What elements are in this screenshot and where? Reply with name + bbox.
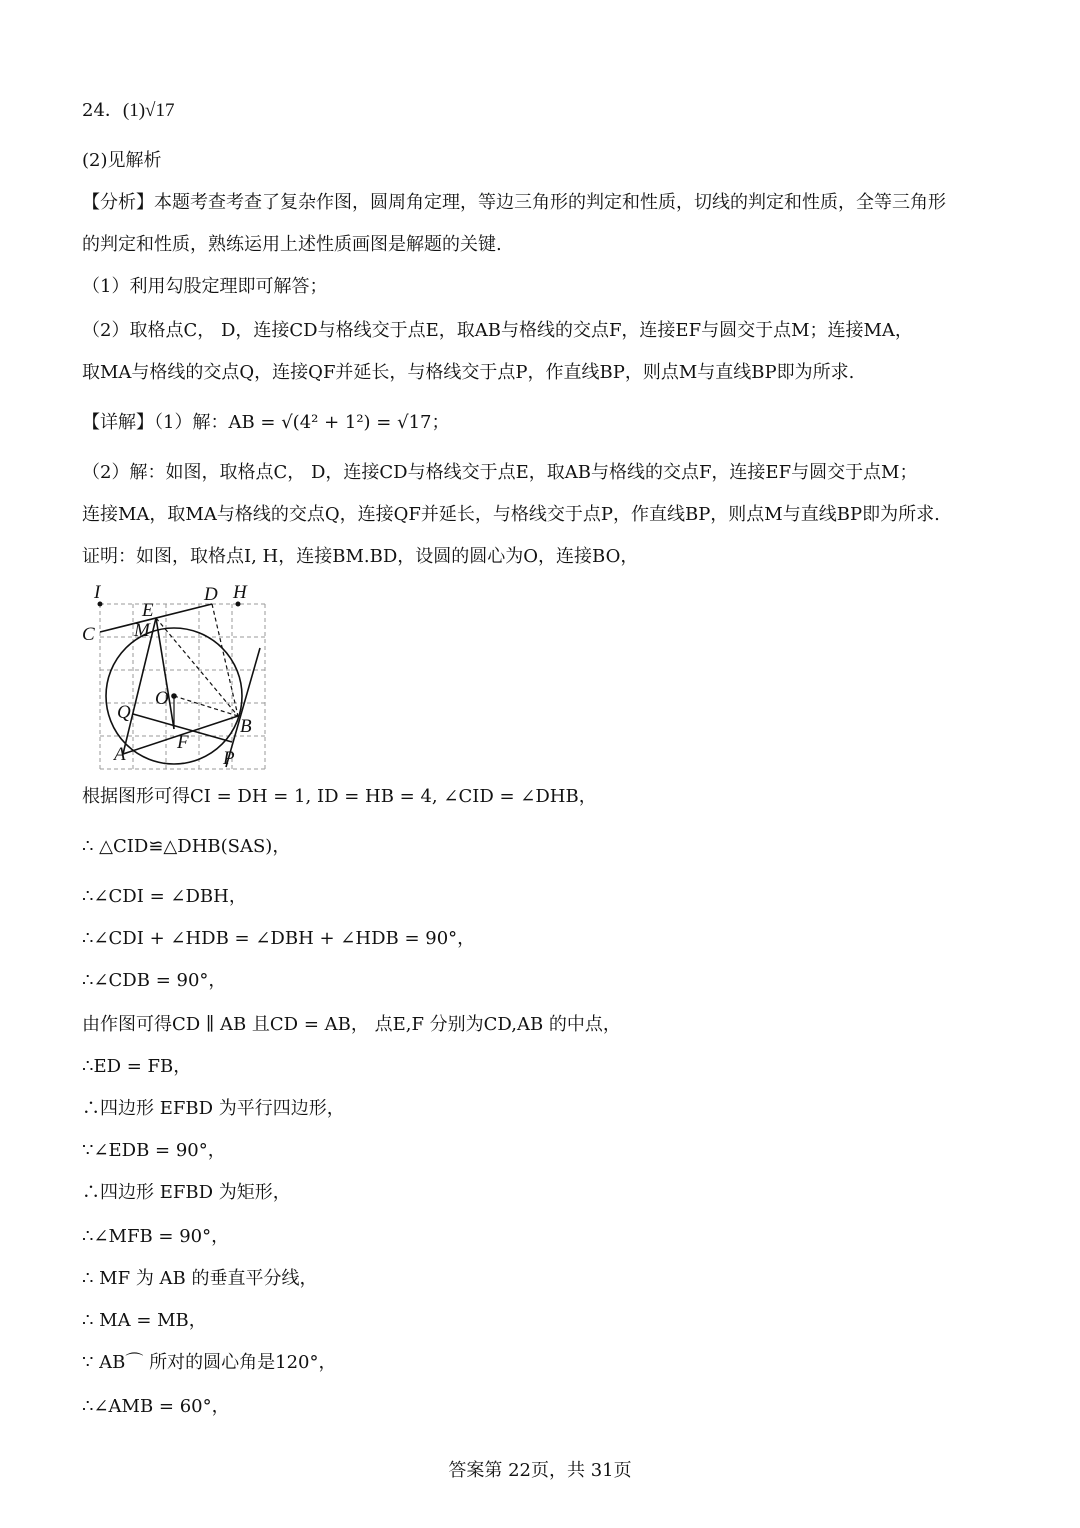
proof-line: ∴ MA = MB， — [82, 1310, 207, 1331]
analysis-step-2-line-2: 取MA与格线的交点Q，连接QF并延长，与格线交于点P，作直线BP，则点M与直线BP即为所求. — [82, 362, 855, 383]
proof-line: ∴四边形 EFBD 为平行四边形， — [82, 1098, 345, 1119]
question-number-line — [82, 98, 175, 124]
label-b: B — [240, 716, 252, 737]
proof-line: 由作图可得CD ∥ AB 且CD = AB， 点E,F 分别为CD,AB 的中点， — [82, 1014, 621, 1035]
proof-line: ∴ MF 为 AB 的垂直平分线， — [82, 1268, 318, 1289]
proof-line: ∴∠AMB = 60°， — [82, 1396, 230, 1417]
part2-answer: (2)见解析 — [82, 150, 162, 171]
proof-line: ∵ AB⌒ 所对的圆心角是120°， — [82, 1352, 337, 1373]
analysis-step-1: （1）利用勾股定理即可解答； — [82, 276, 328, 297]
proof-line: ∴∠CDB = 90°， — [82, 970, 227, 991]
label-e: E — [142, 600, 154, 621]
proof-line: ∵∠EDB = 90°， — [82, 1140, 226, 1161]
label-h: H — [233, 582, 247, 603]
label-p: P — [223, 748, 235, 769]
segment-ef — [156, 618, 174, 729]
page-footer: 答案第 22页，共 31页 — [448, 1460, 632, 1481]
label-i: I — [94, 582, 101, 603]
label-c: C — [82, 624, 95, 645]
proof-line: 根据图形可得CI = DH = 1, ID = HB = 4, ∠CID = ∠DHB， — [82, 786, 597, 807]
detail-line-2: （2）解：如图，取格点C， D，连接CD与格线交于点E，取AB与格线的交点F，连接EF与圆交于点M； — [82, 462, 918, 483]
proof-line: ∴四边形 EFBD 为矩形， — [82, 1182, 291, 1203]
geometry-figure — [80, 582, 280, 778]
label-f: F — [177, 732, 189, 753]
detail-line-3: 连接MA，取MA与格线的交点Q，连接QF并延长，与格线交于点P，作直线BP，则点M与直线BP即为所求. — [82, 504, 940, 525]
question-number: 24． — [82, 100, 123, 121]
proof-line: ∴ED = FB， — [82, 1056, 192, 1077]
segment-ob — [174, 696, 238, 716]
proof-intro: 证明：如图，取格点I, H，连接BM.BD，设圆的圆心为O，连接BO， — [82, 546, 639, 567]
proof-line: ∴ △CID≌△DHB(SAS)， — [82, 836, 291, 857]
proof-line: ∴∠CDI = ∠DBH， — [82, 886, 247, 907]
label-q: Q — [117, 702, 131, 723]
analysis-step-2-line-1: （2）取格点C， D，连接CD与格线交于点E，取AB与格线的交点F，连接EF与圆交于点M；连接MA， — [82, 320, 913, 341]
analysis-line-2: 的判定和性质，熟练运用上述性质画图是解题的关键. — [82, 234, 502, 255]
label-a: A — [114, 744, 126, 765]
proof-line: ∴∠MFB = 90°， — [82, 1226, 230, 1247]
detail-line-1: 【详解】（1）解：AB = √(4² + 1²) = √17； — [82, 412, 450, 433]
point-o — [171, 693, 177, 699]
segment-db — [212, 604, 238, 716]
label-o: O — [155, 688, 169, 709]
proof-line: ∴∠CDI + ∠HDB = ∠DBH + ∠HDB = 90°， — [82, 928, 476, 949]
label-d: D — [204, 584, 218, 605]
part1-answer: (1)√17 — [122, 100, 175, 121]
analysis-line-1: 【分析】本题考查考查了复杂作图，圆周角定理，等边三角形的判定和性质，切线的判定和性质，全等三角形 — [82, 192, 946, 213]
label-m: M — [134, 620, 150, 641]
